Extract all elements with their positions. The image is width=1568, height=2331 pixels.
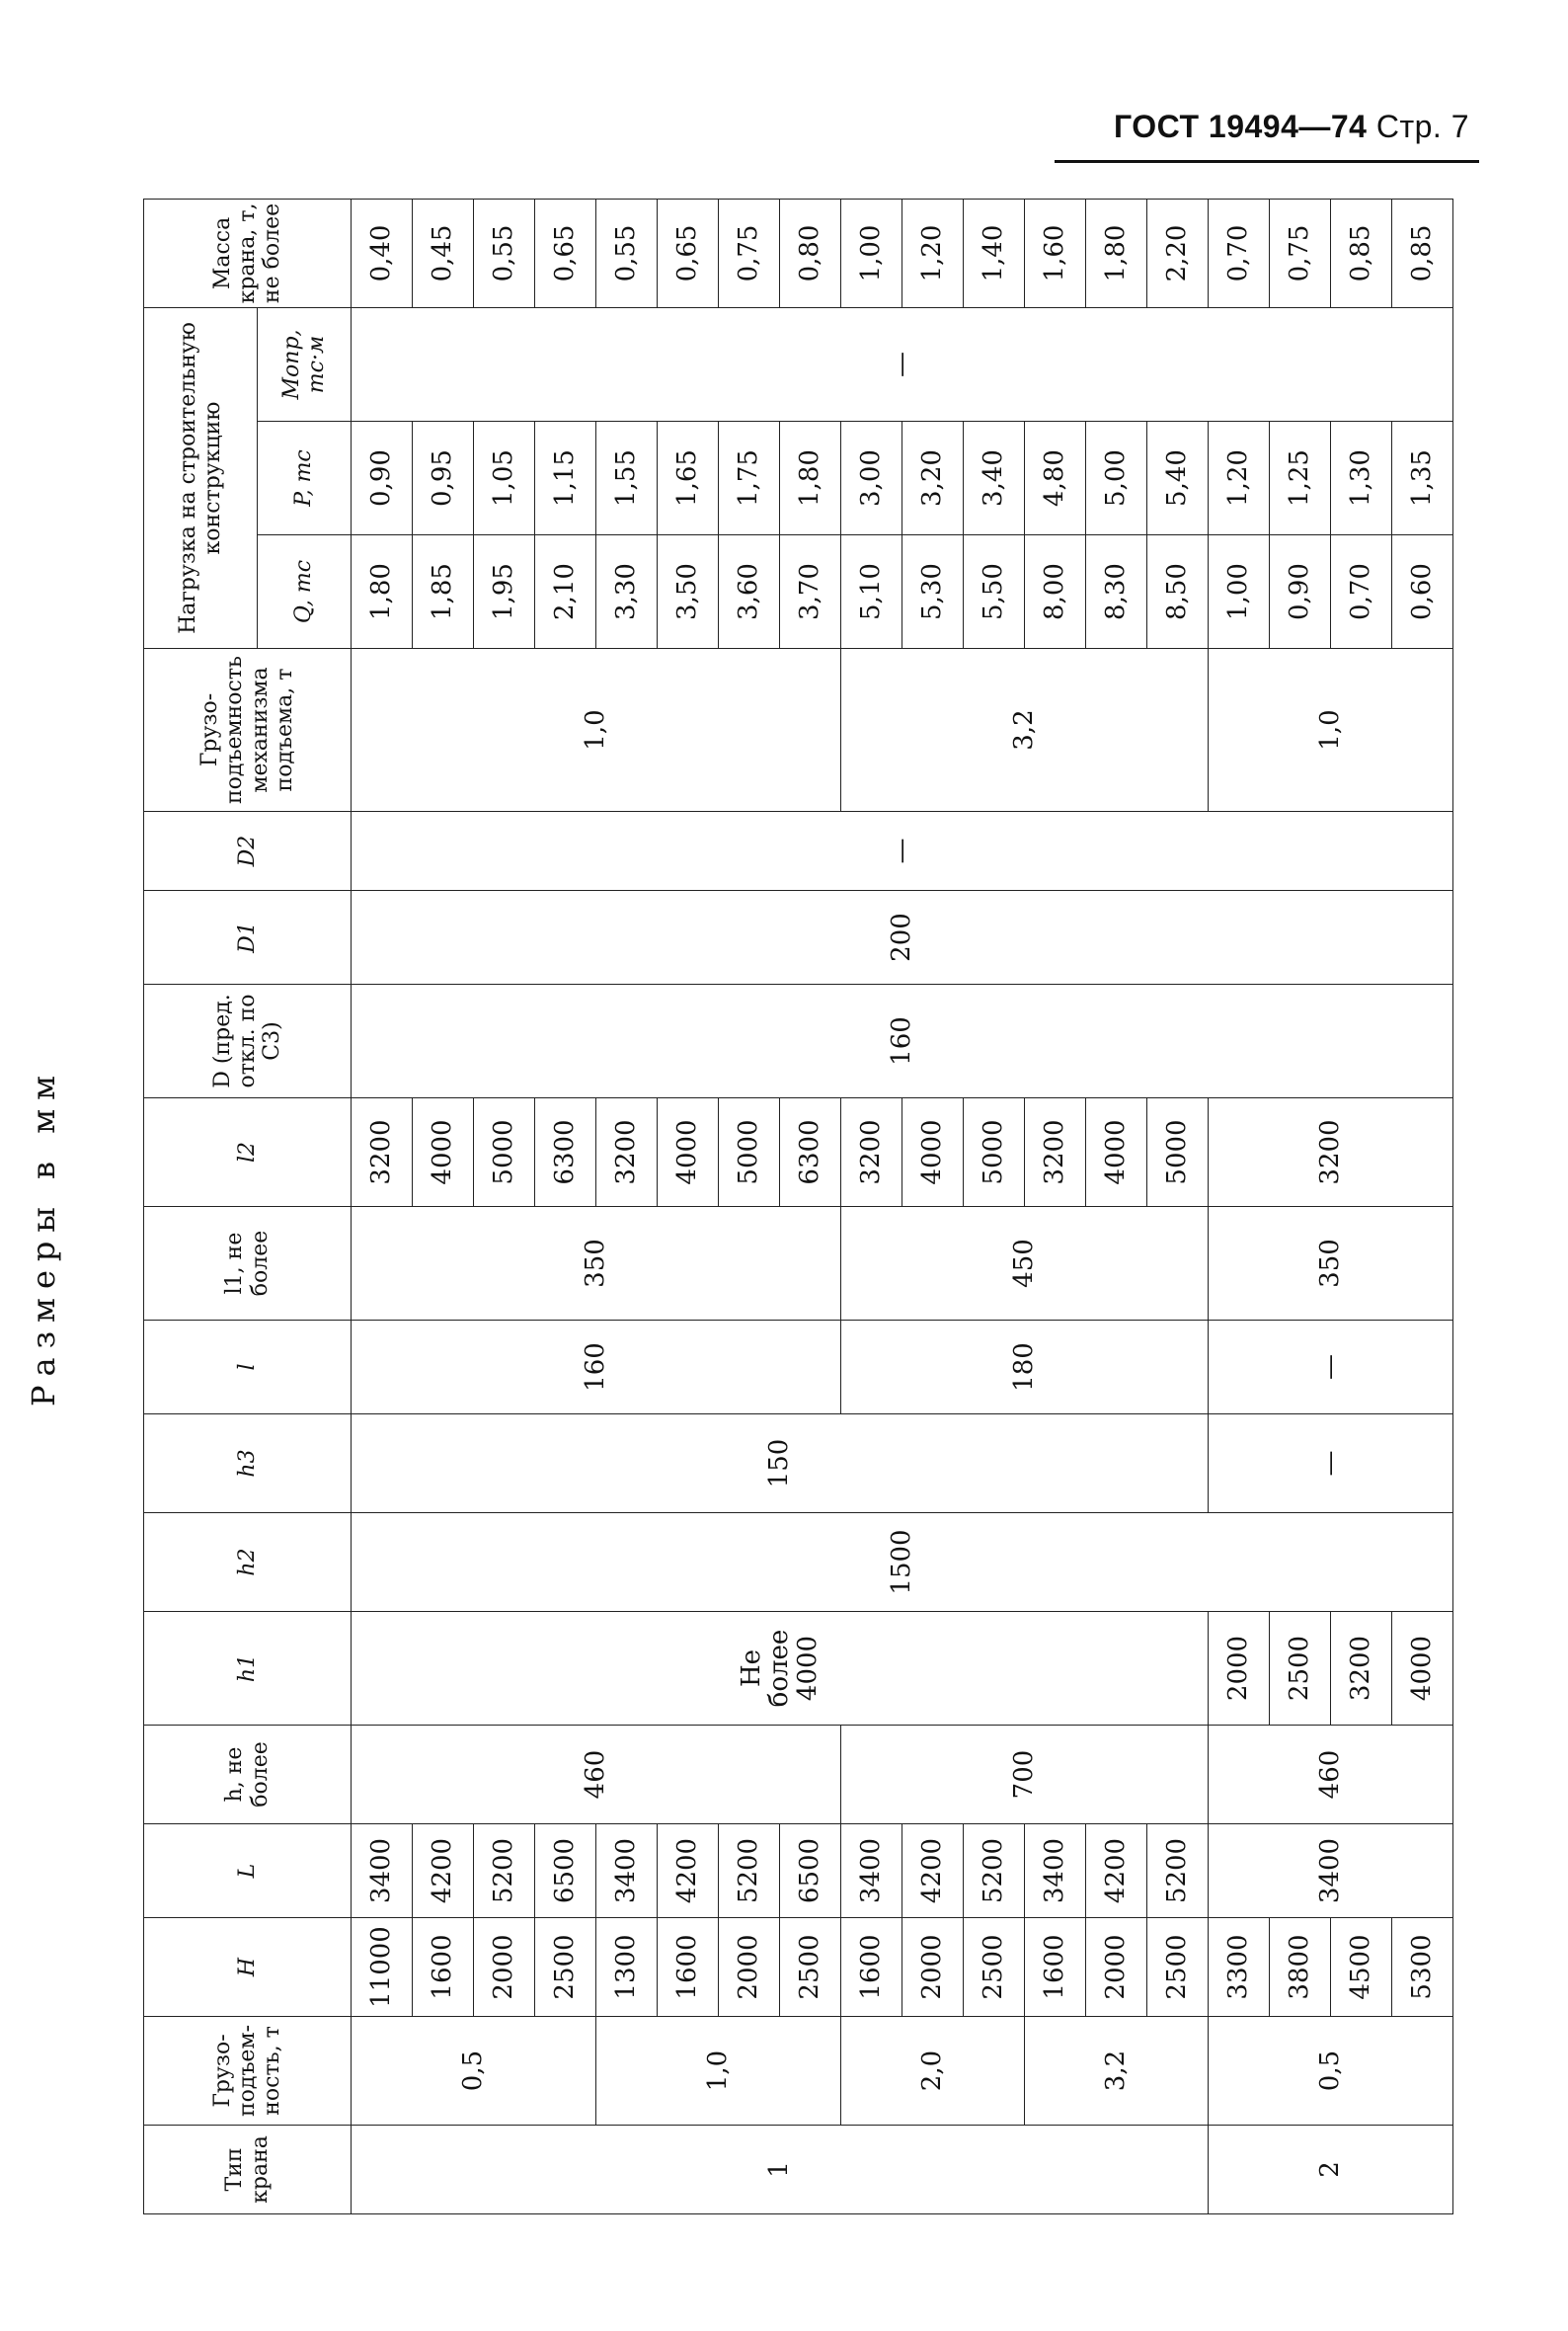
mass-cell: 1,60: [1025, 199, 1086, 307]
H-cell: 11000: [352, 1918, 413, 2017]
L-cell: 6500: [535, 1824, 596, 1918]
col-header-h1: h1: [144, 1612, 352, 1726]
l2-cell: 5000: [474, 1098, 535, 1207]
L-cell: 5200: [1147, 1824, 1209, 1918]
mass-cell: 0,85: [1392, 199, 1453, 307]
H-cell: 2000: [1086, 1918, 1147, 2017]
h3-cell: —: [1209, 1414, 1453, 1513]
l1-cell: 350: [352, 1207, 841, 1321]
H-cell: 2000: [902, 1918, 964, 2017]
col-header-Q: Q, тс: [258, 535, 352, 649]
Q-cell: 8,00: [1025, 535, 1086, 649]
col-header-L: L: [144, 1824, 352, 1918]
col-header-h2: h2: [144, 1513, 352, 1612]
col-header-load-group: Нагрузка на строительную конструкцию: [144, 307, 258, 648]
D1-cell: 200: [352, 891, 1453, 985]
col-header-D: D (пред. откл. по C3): [144, 985, 352, 1098]
capacity-cell: 3,2: [1025, 2017, 1209, 2126]
mass-cell: 0,55: [474, 199, 535, 307]
D2-cell: —: [352, 812, 1453, 891]
Q-cell: 2,10: [535, 535, 596, 649]
table-row: [902, 199, 964, 2213]
H-cell: 2500: [535, 1918, 596, 2017]
P-cell: 5,40: [1147, 422, 1209, 535]
P-cell: 5,00: [1086, 422, 1147, 535]
L-cell: 3400: [1025, 1824, 1086, 1918]
page-title: ГОСТ 19494—74 Стр. 7: [1114, 109, 1469, 144]
col-header-type: Тип крана: [144, 2126, 352, 2214]
mass-cell: 0,65: [658, 199, 719, 307]
mass-cell: 0,70: [1209, 199, 1270, 307]
P-cell: 1,25: [1270, 422, 1331, 535]
l-cell: —: [1209, 1321, 1453, 1414]
P-cell: 1,65: [658, 422, 719, 535]
h2-cell: 1500: [352, 1513, 1453, 1612]
L-cell: 6500: [780, 1824, 841, 1918]
Q-cell: 8,30: [1086, 535, 1147, 649]
table-row: [841, 199, 902, 2213]
table-row: [780, 199, 841, 2213]
L-cell: 3400: [596, 1824, 658, 1918]
H-cell: 2500: [964, 1918, 1025, 2017]
Q-cell: 1,95: [474, 535, 535, 649]
Q-cell: 5,50: [964, 535, 1025, 649]
l2-cell: 5000: [719, 1098, 780, 1207]
l-cell: 180: [841, 1321, 1209, 1414]
capacity-cell: 0,5: [1209, 2017, 1453, 2126]
L-cell: 5200: [964, 1824, 1025, 1918]
P-cell: 3,20: [902, 422, 964, 535]
P-cell: 4,80: [1025, 422, 1086, 535]
H-cell: 1600: [1025, 1918, 1086, 2017]
col-header-P: P, тс: [258, 422, 352, 535]
l-cell: 160: [352, 1321, 841, 1414]
P-cell: 3,40: [964, 422, 1025, 535]
col-header-h: h, не более: [144, 1726, 352, 1824]
h-cell: 460: [1209, 1726, 1453, 1824]
P-cell: 0,95: [413, 422, 474, 535]
specs-table: [143, 199, 1453, 2214]
P-cell: 1,75: [719, 422, 780, 535]
l2-cell: 3200: [596, 1098, 658, 1207]
H-cell: 4500: [1331, 1918, 1392, 2017]
l2-cell: 5000: [1147, 1098, 1209, 1207]
Q-cell: 1,85: [413, 535, 474, 649]
table-row: [1086, 199, 1147, 2213]
mech-capacity-cell: 1,0: [352, 649, 841, 812]
table-row: [535, 199, 596, 2213]
P-cell: 1,55: [596, 422, 658, 535]
mass-cell: 0,55: [596, 199, 658, 307]
H-cell: 1300: [596, 1918, 658, 2017]
col-header-capacity: Грузо-подъем-ность, т: [144, 2017, 352, 2126]
M-cell: —: [352, 307, 1453, 421]
capacity-cell: 1,0: [596, 2017, 841, 2126]
mass-cell: 0,65: [535, 199, 596, 307]
table-row: [964, 199, 1025, 2213]
h1-cell: 3200: [1331, 1612, 1392, 1726]
h3-cell: 150: [352, 1414, 1209, 1513]
col-header-l2: l2: [144, 1098, 352, 1207]
col-header-l: l: [144, 1321, 352, 1414]
mech-capacity-cell: 1,0: [1209, 649, 1453, 812]
mass-cell: 2,20: [1147, 199, 1209, 307]
L-cell: 3400: [841, 1824, 902, 1918]
P-cell: 1,35: [1392, 422, 1453, 535]
Q-cell: 3,50: [658, 535, 719, 649]
l2-cell: 4000: [413, 1098, 474, 1207]
page-header: [1114, 109, 1469, 145]
l2-cell: 4000: [658, 1098, 719, 1207]
Q-cell: 0,70: [1331, 535, 1392, 649]
h-cell: 700: [841, 1726, 1209, 1824]
Q-cell: 3,60: [719, 535, 780, 649]
P-cell: 3,00: [841, 422, 902, 535]
L-cell: 5200: [719, 1824, 780, 1918]
mass-cell: 1,00: [841, 199, 902, 307]
l2-cell: 6300: [535, 1098, 596, 1207]
h1-cell: 4000: [1392, 1612, 1453, 1726]
mass-cell: 1,20: [902, 199, 964, 307]
mass-cell: 0,85: [1331, 199, 1392, 307]
H-cell: 2500: [1147, 1918, 1209, 2017]
table-row: [1209, 199, 1270, 2213]
L-cell: 4200: [902, 1824, 964, 1918]
Q-cell: 0,90: [1270, 535, 1331, 649]
H-cell: 2000: [719, 1918, 780, 2017]
table-caption: Размеры в мм: [25, 1067, 62, 1407]
rotated-table-block: [25, 202, 1461, 2214]
mass-cell: 0,80: [780, 199, 841, 307]
mass-cell: 0,75: [719, 199, 780, 307]
h1-cell: 2000: [1209, 1612, 1270, 1726]
mass-cell: 0,40: [352, 199, 413, 307]
l2-cell: 6300: [780, 1098, 841, 1207]
P-cell: 1,20: [1209, 422, 1270, 535]
mass-cell: 0,45: [413, 199, 474, 307]
l2-cell: 3200: [841, 1098, 902, 1207]
H-cell: 1600: [841, 1918, 902, 2017]
l2-cell: 4000: [902, 1098, 964, 1207]
D-cell: 160: [352, 985, 1453, 1098]
h1-cell: 2500: [1270, 1612, 1331, 1726]
table-row: [413, 199, 474, 2213]
H-cell: 1600: [413, 1918, 474, 2017]
table-row: [719, 199, 780, 2213]
col-header-D1: D1: [144, 891, 352, 985]
table-row: [474, 199, 535, 2213]
H-cell: 2000: [474, 1918, 535, 2017]
mech-capacity-cell: 3,2: [841, 649, 1209, 812]
Q-cell: 1,80: [352, 535, 413, 649]
Q-cell: 3,70: [780, 535, 841, 649]
l2-cell: 3200: [1209, 1098, 1453, 1207]
h1-cell: Не более 4000: [352, 1612, 1209, 1726]
L-cell: 3400: [352, 1824, 413, 1918]
l2-cell: 5000: [964, 1098, 1025, 1207]
col-header-D2: D2: [144, 812, 352, 891]
capacity-cell: 0,5: [352, 2017, 596, 2126]
Q-cell: 5,30: [902, 535, 964, 649]
L-cell: 4200: [413, 1824, 474, 1918]
H-cell: 3800: [1270, 1918, 1331, 2017]
H-cell: 1600: [658, 1918, 719, 2017]
col-header-M: Mопр, тс·м: [258, 307, 352, 421]
Q-cell: 5,10: [841, 535, 902, 649]
col-header-h3: h3: [144, 1414, 352, 1513]
Q-cell: 3,30: [596, 535, 658, 649]
table-row: [1025, 199, 1086, 2213]
P-cell: 1,30: [1331, 422, 1392, 535]
P-cell: 1,05: [474, 422, 535, 535]
mass-cell: 0,75: [1270, 199, 1331, 307]
L-cell: 3400: [1209, 1824, 1453, 1918]
P-cell: 1,15: [535, 422, 596, 535]
Q-cell: 1,00: [1209, 535, 1270, 649]
l1-cell: 350: [1209, 1207, 1453, 1321]
table-row: [658, 199, 719, 2213]
Q-cell: 8,50: [1147, 535, 1209, 649]
table-row: [352, 199, 413, 2213]
type-cell: 2: [1209, 2126, 1453, 2214]
l2-cell: 3200: [352, 1098, 413, 1207]
col-header-mech-capacity: Грузо-подъемность механизма подъема, т: [144, 649, 352, 812]
mass-cell: 1,80: [1086, 199, 1147, 307]
l1-cell: 450: [841, 1207, 1209, 1321]
l2-cell: 3200: [1025, 1098, 1086, 1207]
H-cell: 3300: [1209, 1918, 1270, 2017]
mass-cell: 1,40: [964, 199, 1025, 307]
l2-cell: 4000: [1086, 1098, 1147, 1207]
col-header-H: H: [144, 1918, 352, 2017]
h-cell: 460: [352, 1726, 841, 1824]
H-cell: 2500: [780, 1918, 841, 2017]
L-cell: 4200: [658, 1824, 719, 1918]
capacity-cell: 2,0: [841, 2017, 1025, 2126]
col-header-l1: l1, не более: [144, 1207, 352, 1321]
P-cell: 1,80: [780, 422, 841, 535]
Q-cell: 0,60: [1392, 535, 1453, 649]
H-cell: 5300: [1392, 1918, 1453, 2017]
table-row: [596, 199, 658, 2213]
L-cell: 4200: [1086, 1824, 1147, 1918]
P-cell: 0,90: [352, 422, 413, 535]
col-header-mass: Масса крана, т, не более: [144, 199, 352, 307]
type-cell: 1: [352, 2126, 1209, 2214]
header-rule: [1055, 160, 1479, 163]
L-cell: 5200: [474, 1824, 535, 1918]
table-row: [1147, 199, 1209, 2213]
